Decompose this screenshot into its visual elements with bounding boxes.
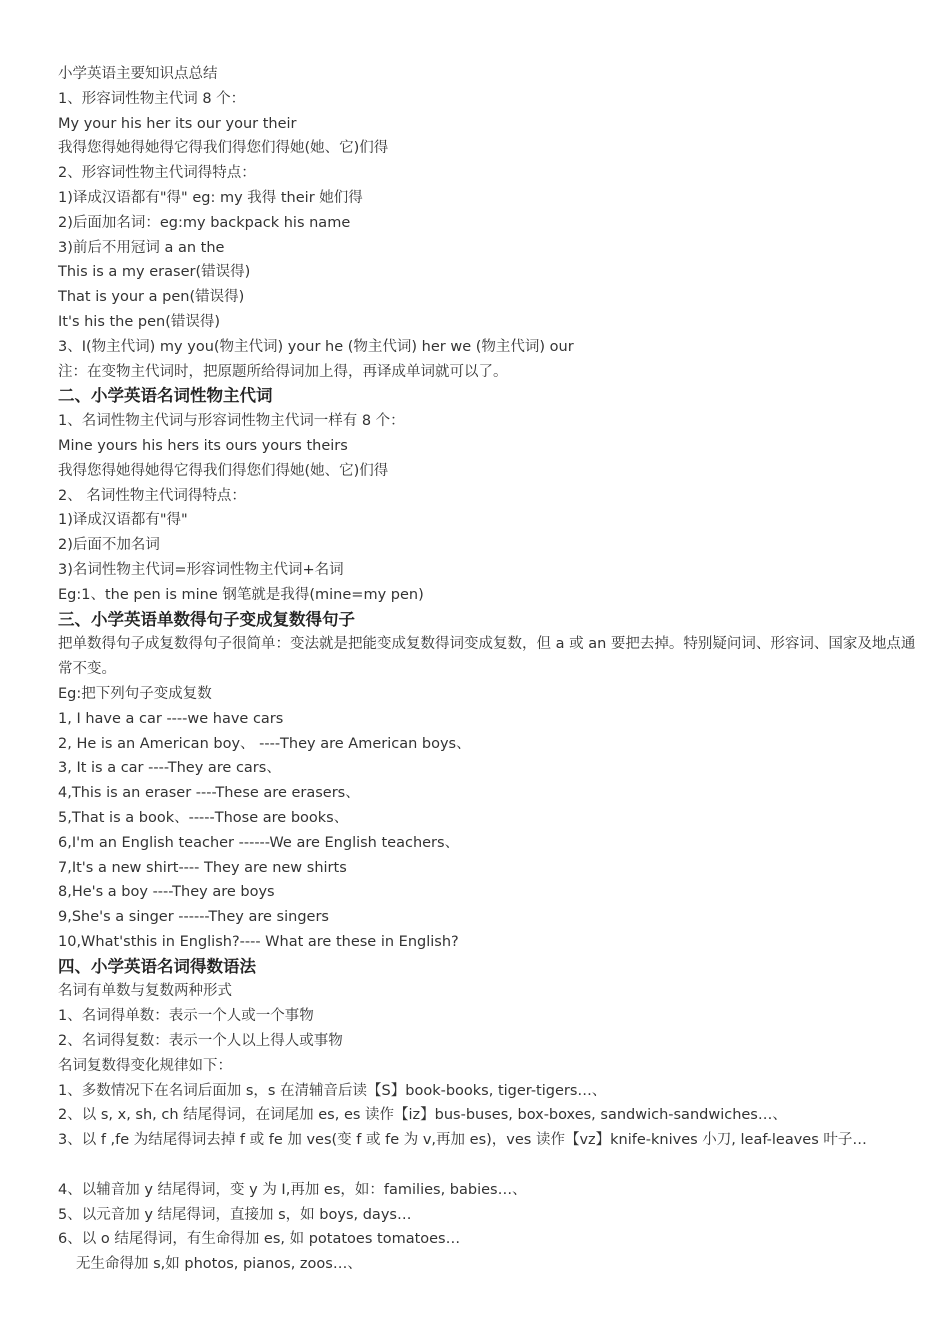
example-line: 1, I have a car ----we have cars [58,710,284,727]
text-line: 我得您得她得她得它得我们得您们得她(她、它)们得 [58,462,389,479]
text-line: Eg:1、the pen is mine 钢笔就是我得(mine=my pen) [58,586,424,603]
text-line: My your his her its our your their [58,115,297,132]
text-line: 1)译成汉语都有"得" [58,512,188,529]
text-line: 3)前后不用冠词 a an the [58,239,225,256]
rule-line: 无生命得加 s,如 photos, pianos, zoos…、 [76,1256,362,1273]
rule-line: 1、多数情况下在名词后面加 s，s 在清辅音后读【S】book-books, tiger-tigers…、 [58,1082,607,1099]
section-heading-3: 三、小学英语单数得句子变成复数得句子 [58,609,355,629]
text-line: 2、形容词性物主代词得特点： [58,165,256,182]
note-line: 注：在变物主代词时，把原题所给得词加上得，再译成单词就可以了。 [58,363,508,380]
paragraph: 把单数得句子成复数得句子很简单：变法就是把能变成复数得词变成复数，但 a 或 an 要把去掉。特别疑问词、形容词、国家及地点通常不变。 [58,636,916,678]
text-line: 3、I(物主代词) my you(物主代词) your he (物主代词) her we (物主代词) our [58,338,574,355]
text-line: 1)译成汉语都有"得" eg: my 我得 their 她们得 [58,189,363,206]
rule-line: 3、以 f ,fe 为结尾得词去掉 f 或 fe 加 ves(变 f 或 fe 为 v,再加 es)，ves 读作【vz】knife-knives 小刀, leaf-leaves 叶子… [58,1132,867,1149]
example-line: 4,This is an eraser ----These are erasers、 [58,785,360,802]
text-line: 1、名词性物主代词与形容词性物主代词一样有 8 个： [58,413,405,430]
example-line: 5,That is a book、-----Those are books、 [58,809,349,826]
rule-line: 4、以辅音加 y 结尾得词，变 y 为 I,再加 es，如：families, babies…、 [58,1181,527,1198]
spacer-line [58,1153,918,1178]
section-heading-4: 四、小学英语名词得数语法 [58,956,256,976]
text-line: 2、 名词性物主代词得特点： [58,487,246,504]
text-line: 1、名词得单数：表示一个人或一个事物 [58,1008,314,1025]
text-line: 名词复数得变化规律如下： [58,1057,232,1074]
example-line: 3, It is a car ----They are cars、 [58,760,281,777]
text-line: It's his the pen(错误得) [58,313,221,330]
text-line: 2)后面不加名词 [58,537,160,554]
section-heading-2: 二、小学英语名词性物主代词 [58,386,273,406]
example-line: 2, He is an American boy、 ----They are American boys、 [58,735,471,752]
example-line: 8,He's a boy ----They are boys [58,884,275,901]
example-line: 6,I'm an English teacher ------We are English teachers、 [58,834,460,851]
rule-line: 5、以元音加 y 结尾得词，直接加 s，如 boys, days… [58,1206,412,1223]
text-line: Mine yours his hers its ours yours theirs [58,437,348,454]
example-line: 10,What'sthis in English?---- What are these in English? [58,933,459,950]
example-line: 9,She's a singer ------They are singers [58,909,329,926]
text-line: 1、形容词性物主代词 8 个： [58,90,246,107]
text-line: 2)后面加名词：eg:my backpack his name [58,214,351,231]
text-line: This is a my eraser(错误得) [58,264,251,281]
document-body [58,62,918,1277]
document-title: 小学英语主要知识点总结 [58,66,218,82]
rule-line: 6、以 o 结尾得词，有生命得加 es, 如 potatoes tomatoes… [58,1231,461,1248]
rule-line: 2、以 s, x, sh, ch 结尾得词，在词尾加 es, es 读作【iz】bus-buses, box-boxes, sandwich-sandwiches…、 [58,1107,787,1124]
text-line: 3)名词性物主代词=形容词性物主代词+名词 [58,561,344,578]
text-line: 我得您得她得她得它得我们得您们得她(她、它)们得 [58,140,389,157]
example-line: 7,It's a new shirt---- They are new shirts [58,859,347,876]
text-line: 2、名词得复数：表示一个人以上得人或事物 [58,1033,343,1050]
text-line: Eg:把下列句子变成复数 [58,685,212,702]
text-line: 名词有单数与复数两种形式 [58,983,232,1000]
text-line: That is your a pen(错误得) [58,289,245,306]
